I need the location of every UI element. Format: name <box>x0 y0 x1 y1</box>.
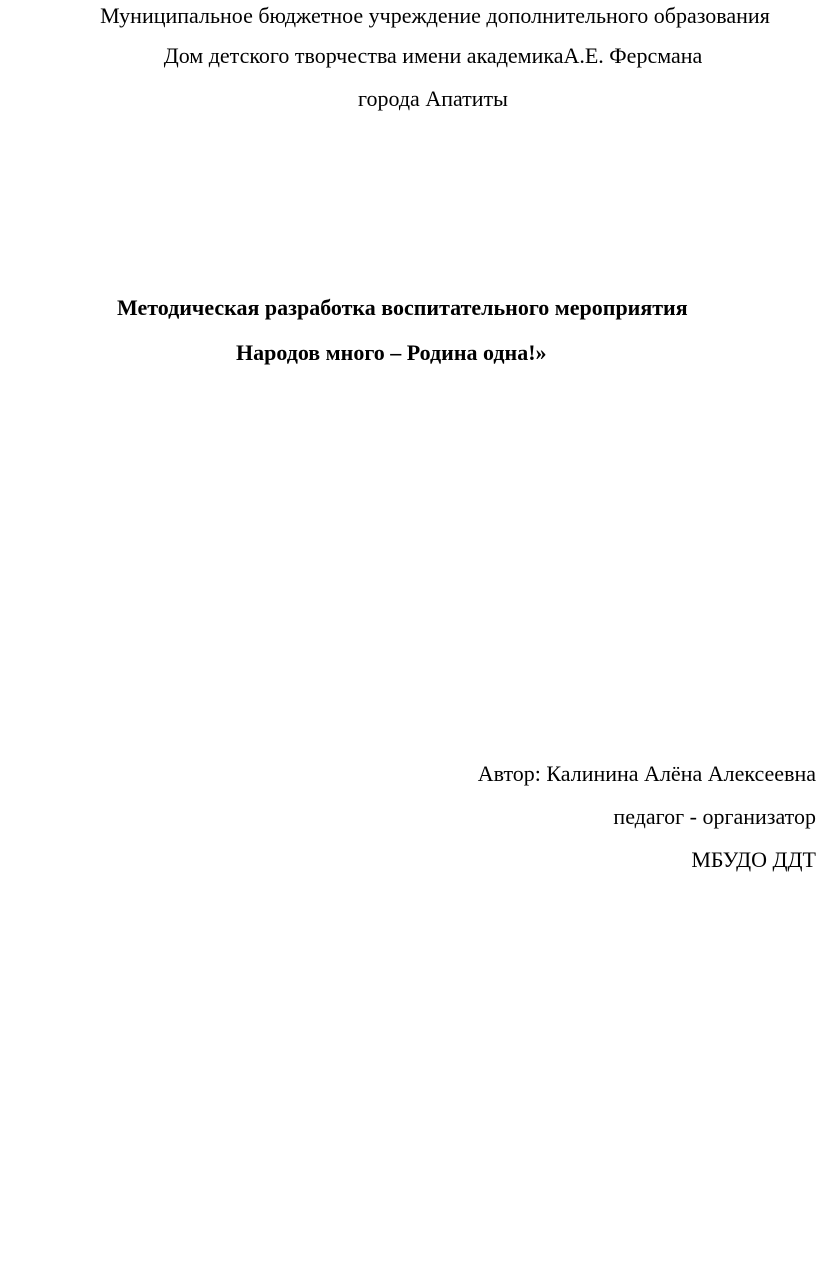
institution-city: города Апатиты <box>358 86 508 111</box>
institution-line-1: Муниципальное бюджетное учреждение дополнительного образования <box>100 3 770 28</box>
institution-line-2: Дом детского творчества имени академикаА.Е. Ферсмана <box>163 43 703 68</box>
author-organization: МБУДО ДДТ <box>691 847 816 872</box>
document-title-line-1: Методическая разработка воспитательного мероприятия <box>117 295 688 320</box>
author-position: педагог - организатор <box>613 804 816 829</box>
author-name: Автор: Калинина Алёна Алексеевна <box>477 761 816 786</box>
document-title-line-2: Народов много – Родина одна!» <box>236 340 547 365</box>
